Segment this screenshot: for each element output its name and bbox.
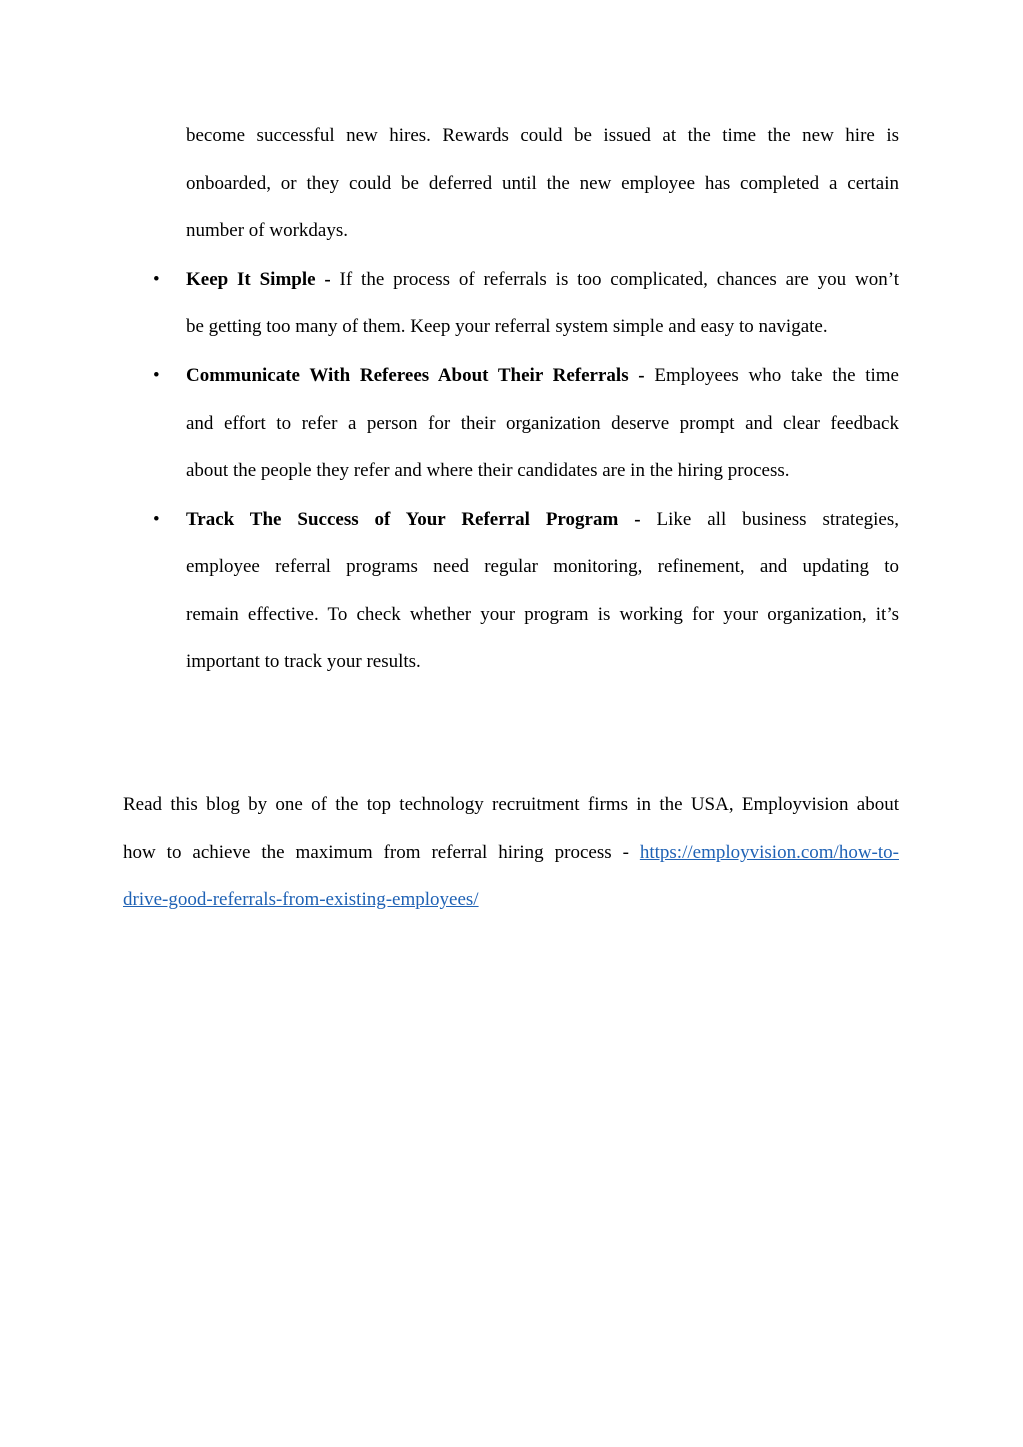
list-item-line: [186, 267, 899, 293]
list-item-line: [186, 507, 899, 533]
bullet-icon: •: [153, 509, 160, 530]
closing-line: [123, 887, 479, 913]
list-item-heading: Track The Success of Your Referral Program -: [186, 509, 641, 530]
paragraph-line: onboarded, or they could be deferred until the new employee has completed a certain: [186, 173, 899, 194]
paragraph-line: become successful new hires. Rewards could be issued at the time the new hire is: [186, 125, 899, 146]
list-item-heading: Communicate With Referees About Their Referrals -: [186, 365, 645, 386]
blog-link-continued[interactable]: drive-good-referrals-from-existing-employees/: [123, 889, 479, 910]
closing-line: Read this blog by one of the top technology recruitment firms in the USA, Employvision about: [123, 794, 899, 815]
paragraph-line: number of workdays.: [186, 220, 348, 241]
list-item-line: be getting too many of them. Keep your referral system simple and easy to navigate.: [186, 316, 828, 337]
list-item-text: If the process of referrals is too complicated, chances are you won’t: [330, 269, 900, 290]
closing-line: [123, 840, 899, 866]
list-item-text: Employees who take the time: [644, 365, 899, 386]
list-item-line: and effort to refer a person for their organization deserve prompt and clear feedback: [186, 413, 899, 434]
list-item-heading: Keep It Simple -: [186, 269, 331, 290]
list-item-text: Like all business strategies,: [640, 509, 899, 530]
list-item-line: about the people they refer and where their candidates are in the hiring process.: [186, 460, 790, 481]
closing-text: how to achieve the maximum from referral hiring process -: [123, 842, 640, 863]
bullet-icon: •: [153, 365, 160, 386]
blog-link[interactable]: https://employvision.com/how-to-: [639, 842, 899, 863]
list-item-line: employee referral programs need regular monitoring, refinement, and updating to: [186, 556, 899, 577]
list-item-line: remain effective. To check whether your program is working for your organization, it’s: [186, 604, 899, 625]
bullet-icon: •: [153, 269, 160, 290]
list-item-line: [186, 363, 899, 389]
list-item-line: important to track your results.: [186, 651, 421, 672]
